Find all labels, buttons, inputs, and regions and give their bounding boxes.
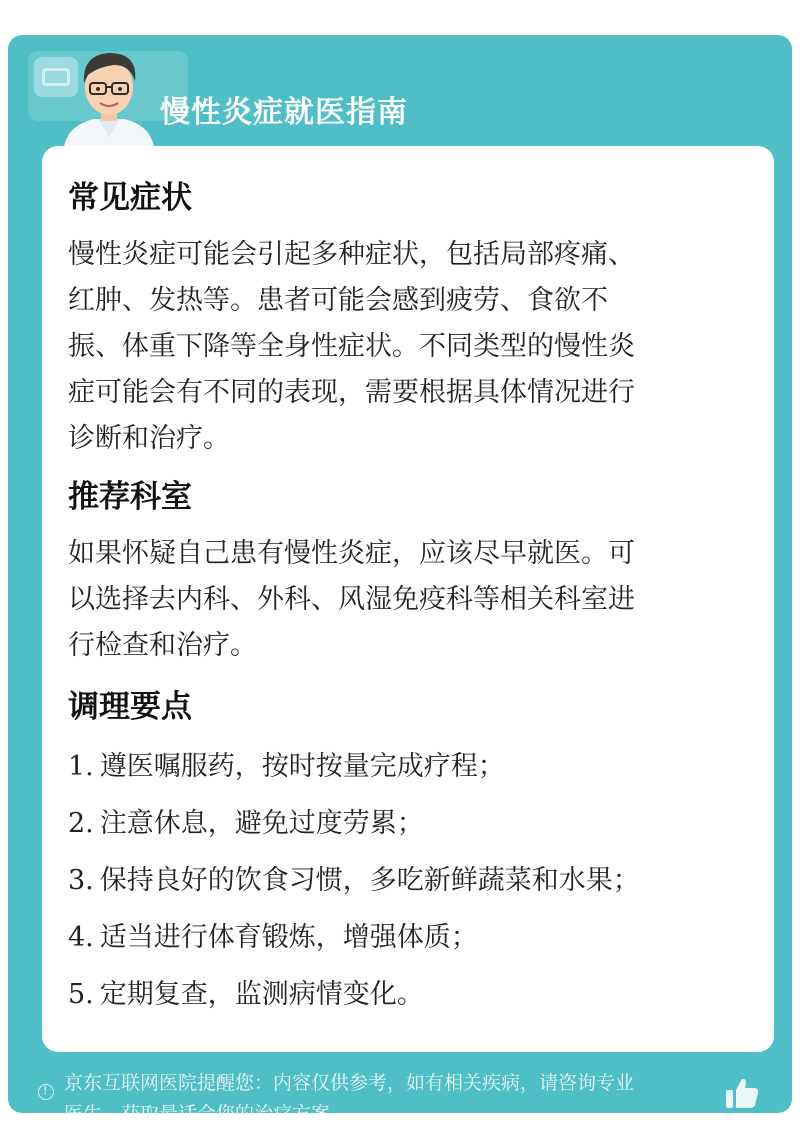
- paragraph-line: 症可能会有不同的表现，需要根据具体情况进行: [68, 377, 635, 408]
- page-title: 慢性炎症就医指南: [160, 95, 408, 130]
- list-item: 2. 注意休息，避免过度劳累；: [68, 808, 424, 839]
- section-title-symptoms: 常见症状: [68, 180, 192, 216]
- department-paragraph: [68, 531, 740, 669]
- doctor-avatar-icon: [54, 45, 164, 147]
- info-icon: [38, 1084, 54, 1100]
- disclaimer-text: 京东互联网医院提醒您：内容仅供参考，如有相关疾病，请咨询专业 医生，获取最适合您的治疗方案: [64, 1072, 635, 1125]
- guide-card: [8, 35, 792, 1125]
- footer-notice: [8, 1030, 792, 1125]
- list-item: 1. 遵医嘱服药，按时按量完成疗程；: [68, 751, 505, 782]
- symptoms-paragraph: [68, 232, 740, 462]
- list-item: 3. 保持良好的饮食习惯，多吃新鲜蔬菜和水果；: [68, 865, 640, 896]
- paragraph-line: 如果怀疑自己患有慢性炎症，应该尽早就医。可: [68, 538, 635, 569]
- section-title-department: 推荐科室: [68, 479, 192, 515]
- paragraph-line: 诊断和治疗。: [68, 423, 230, 454]
- thumbs-up-icon[interactable]: [724, 1076, 760, 1110]
- paragraph-line: 慢性炎症可能会引起多种症状，包括局部疼痛、: [68, 239, 635, 270]
- section-title-care: 调理要点: [68, 689, 192, 725]
- paragraph-line: 振、体重下降等全身性症状。不同类型的慢性炎: [68, 331, 635, 362]
- list-item: 5. 定期复查，监测病情变化。: [68, 979, 424, 1010]
- care-list: [68, 744, 640, 1029]
- content-panel: [42, 146, 774, 1052]
- paragraph-line: 红肿、发热等。患者可能会感到疲劳、食欲不: [68, 285, 608, 316]
- paragraph-line: 以选择去内科、外科、风湿免疫科等相关科室进: [68, 584, 635, 615]
- paragraph-line: 行检查和治疗。: [68, 630, 257, 661]
- list-item: 4. 适当进行体育锻炼，增强体质；: [68, 922, 478, 953]
